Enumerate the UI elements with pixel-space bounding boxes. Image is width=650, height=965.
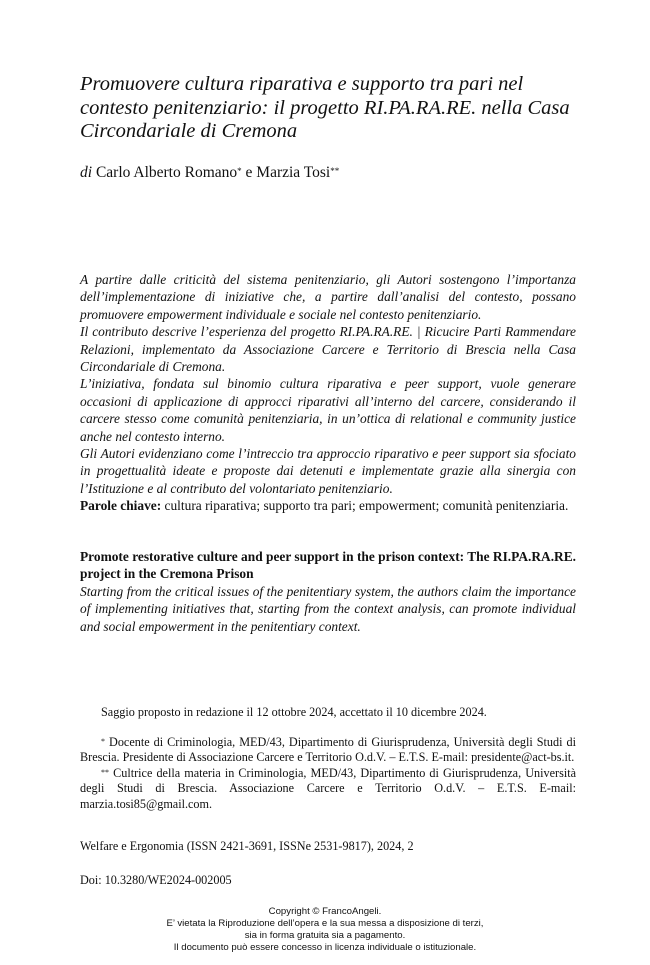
footnotes	[80, 705, 576, 813]
copyright-notice	[0, 906, 650, 954]
keywords-text: cultura riparativa; supporto tra pari; empowerment; comunità penitenziaria.	[164, 498, 569, 514]
copyright-line-1: Copyright © FrancoAngeli.	[268, 906, 382, 917]
abstract-paragraph: L’iniziativa, fondata sul binomio cultura riparativa e peer support, vuole generare occasioni di applicazione di approcci riparativi all’interno del carcere, considerando il carcere stesso come comunità penitenziaria, in un’ottica di relational e community justice anche nel contesto interno.	[80, 376, 576, 444]
keywords-label: Parole chiave:	[80, 498, 162, 514]
english-abstract-text: Starting from the critical issues of the penitentiary system, the authors claim the importance of implementing initiatives that, starting from the context analysis, can promote individual and social empowerment in the penitentiary context.	[80, 583, 576, 634]
footnote-text-1: Docente di Criminologia, MED/43, Dipartimento di Giurisprudenza, Università degli Studi di Brescia. Presidente di Associazione Carcere e Territorio O.d.V. – E.T.S. E-mail: presidente@act-bs.it.	[80, 734, 576, 765]
author-line	[80, 163, 576, 183]
author-marker-2: **	[330, 166, 340, 176]
author-conjunction: e	[245, 164, 253, 181]
abstract-paragraph: A partire dalle criticità del sistema penitenziario, gli Autori sostengono l’importanza dell’implementazione di iniziative che, a partire dall’analisi del contesto, possano promuovere empowerment individuale e sociale nel contesto penitenziario.	[80, 272, 576, 322]
abstract-english	[80, 548, 576, 635]
doi: Doi: 10.3280/WE2024-002005	[80, 873, 232, 887]
footnote-1	[80, 735, 576, 766]
abstract-italian	[80, 271, 576, 515]
english-title: Promote restorative culture and peer support in the prison context: The RI.PA.RA.RE. project in the Cremona Prison	[80, 549, 576, 582]
footnote-2	[80, 766, 576, 813]
abstract-paragraph: Gli Autori evidenziano come l’intreccio tra approccio riparativo e peer support sia sfociato in progettualità ideate e proposte dai detenuti e implementate grazie alla sinergia con l’Istituzione e al contributo del volontariato penitenziario.	[80, 446, 576, 496]
article-title: Promuovere cultura riparativa e supporto tra pari nel contesto penitenziario: il progetto RI.PA.RA.RE. nella Casa Circondariale di Cremona	[80, 73, 570, 142]
abstract-paragraph: Il contributo descrive l’esperienza del progetto RI.PA.RA.RE. | Ricucire Parti Rammendare Relazioni, implementato da Associazione Carcere e Territorio di Brescia nella Casa Circondariale di Cremona.	[80, 324, 576, 375]
footnote-marker-1: *	[101, 736, 105, 746]
keywords	[80, 497, 576, 514]
author-prefix: di	[80, 164, 93, 181]
copyright-line-4: Il documento può essere concesso in licenza individuale o istituzionale.	[173, 942, 477, 953]
copyright-line-3: sia in forma gratuita sia a pagamento.	[244, 930, 406, 941]
footnote-text-2: Cultrice della materia in Criminologia, MED/43, Dipartimento di Giurisprudenza, Università degli Studi di Brescia. Associazione Carcere e Territorio O.d.V. – E.T.S. E-mail: marzia.tosi85@gmail.com.	[80, 765, 576, 811]
author-name-1: Carlo Alberto Romano	[95, 164, 238, 181]
submission-dates: Saggio proposto in redazione il 12 ottobre 2024, accettato il 10 dicembre 2024.	[101, 705, 487, 719]
author-name-2: Marzia Tosi	[256, 164, 331, 181]
copyright-line-2: E’ vietata la Riproduzione dell’opera e la sua messa a disposizione di terzi,	[166, 918, 484, 929]
author-marker-1: *	[237, 166, 242, 176]
journal-citation: Welfare e Ergonomia (ISSN 2421-3691, ISSNe 2531-9817), 2024, 2	[80, 839, 414, 853]
footnote-marker-2: **	[101, 767, 109, 777]
